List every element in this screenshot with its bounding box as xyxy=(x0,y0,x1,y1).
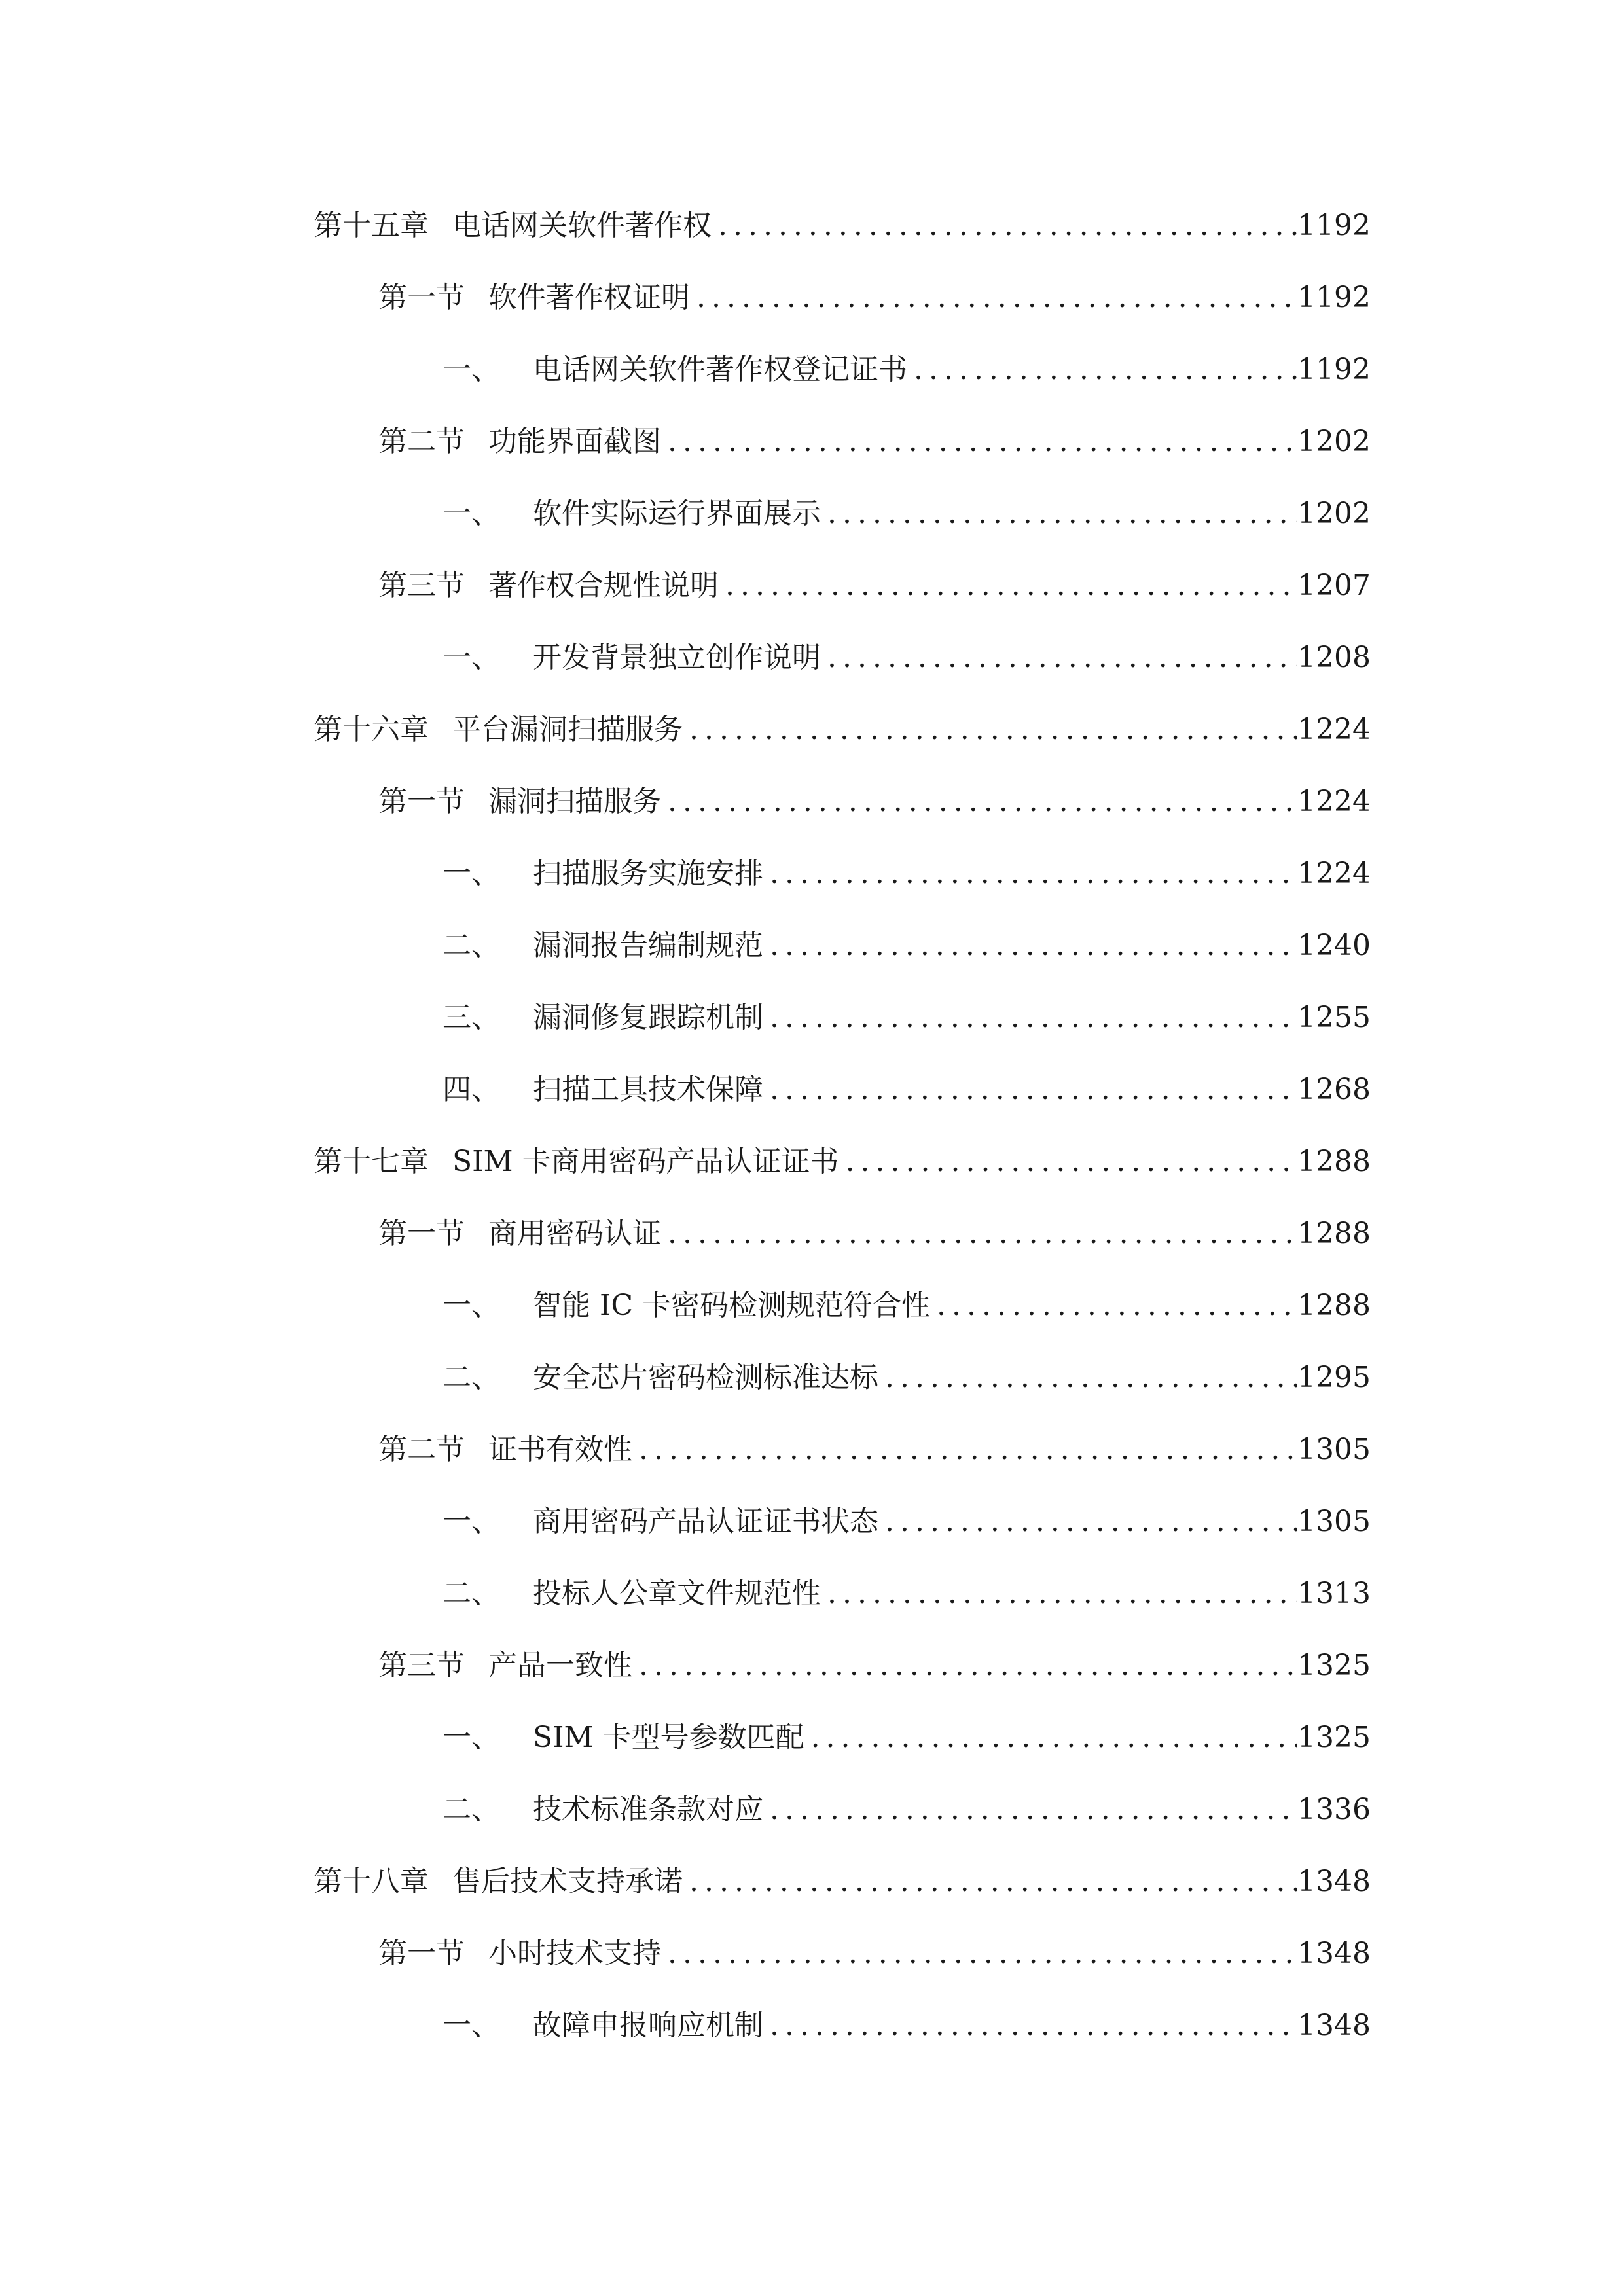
entry-title: 商用密码产品认证证书状态 xyxy=(533,1505,878,1538)
entry-page-number: 1305 xyxy=(1297,1433,1371,1466)
entry-title: 漏洞扫描服务 xyxy=(488,785,661,818)
entry-number: 二、 xyxy=(442,1793,500,1826)
toc-entry-section[interactable] xyxy=(378,762,1371,821)
entry-title: SIM 卡型号参数匹配 xyxy=(533,1721,804,1754)
toc-entry-section[interactable] xyxy=(378,1194,1371,1253)
toc-entry-section[interactable] xyxy=(378,1914,1371,1973)
entry-number: 第一节 xyxy=(378,281,465,314)
toc-entry-subsection[interactable] xyxy=(442,475,1371,533)
entry-number: 二、 xyxy=(442,1361,500,1394)
entry-page-number: 1288 xyxy=(1297,1289,1371,1322)
entry-number: 第三节 xyxy=(378,569,465,602)
entry-number: 二、 xyxy=(442,1577,500,1610)
dot-leader xyxy=(839,1142,1297,1181)
dot-leader xyxy=(661,1934,1297,1973)
entry-title: 扫描服务实施安排 xyxy=(533,857,763,890)
entry-number: 第十六章 xyxy=(314,713,429,746)
dot-leader xyxy=(878,1502,1297,1541)
toc-entry-subsection[interactable] xyxy=(442,619,1371,677)
dot-leader xyxy=(763,2006,1297,2045)
entry-page-number: 1202 xyxy=(1297,425,1371,458)
entry-page-number: 1313 xyxy=(1297,1577,1371,1610)
dot-leader xyxy=(821,638,1297,677)
dot-leader xyxy=(821,494,1297,533)
toc-entry-section[interactable] xyxy=(378,547,1371,605)
toc-entry-subsection[interactable] xyxy=(442,1986,1371,2045)
entry-title: 故障申报响应机制 xyxy=(533,2009,763,2042)
entry-page-number: 1305 xyxy=(1297,1505,1371,1538)
toc-entry-section[interactable] xyxy=(378,259,1371,317)
entry-number: 第二节 xyxy=(378,1433,465,1466)
dot-leader xyxy=(763,854,1297,893)
entry-number: 三、 xyxy=(442,1001,500,1034)
entry-number: 第一节 xyxy=(378,1217,465,1250)
toc-entry-section[interactable] xyxy=(378,1626,1371,1685)
entry-page-number: 1192 xyxy=(1297,209,1371,242)
entry-number: 一、 xyxy=(442,1721,500,1754)
entry-number: 一、 xyxy=(442,1289,500,1322)
entry-title: 功能界面截图 xyxy=(488,425,661,458)
entry-page-number: 1207 xyxy=(1297,569,1371,602)
entry-title: 电话网关软件著作权登记证书 xyxy=(533,353,907,386)
dot-leader xyxy=(712,206,1297,245)
toc-entry-subsection[interactable] xyxy=(442,1770,1371,1829)
dot-leader xyxy=(930,1286,1297,1325)
entry-page-number: 1288 xyxy=(1297,1217,1371,1250)
entry-page-number: 1348 xyxy=(1297,2009,1371,2042)
entry-page-number: 1348 xyxy=(1297,1865,1371,1898)
toc-entry-chapter-15[interactable] xyxy=(314,187,1371,245)
entry-title: 售后技术支持承诺 xyxy=(452,1865,683,1898)
entry-number: 四、 xyxy=(442,1073,500,1106)
entry-number: 第二节 xyxy=(378,425,465,458)
dot-leader xyxy=(683,1862,1297,1901)
toc-entry-subsection[interactable] xyxy=(442,1266,1371,1325)
entry-title: 技术标准条款对应 xyxy=(533,1793,763,1826)
entry-page-number: 1325 xyxy=(1297,1649,1371,1682)
entry-page-number: 1295 xyxy=(1297,1361,1371,1394)
entry-number: 一、 xyxy=(442,353,500,386)
entry-title: 智能 IC 卡密码检测规范符合性 xyxy=(533,1289,931,1322)
dot-leader xyxy=(804,1718,1297,1757)
dot-leader xyxy=(763,998,1297,1037)
toc-entry-subsection[interactable] xyxy=(442,834,1371,893)
entry-title: 软件实际运行界面展示 xyxy=(533,497,821,530)
entry-number: 一、 xyxy=(442,1505,500,1538)
entry-number: 一、 xyxy=(442,497,500,530)
entry-number: 第十七章 xyxy=(314,1145,429,1178)
entry-number: 二、 xyxy=(442,929,500,962)
toc-entry-section[interactable] xyxy=(378,1410,1371,1469)
entry-title: 安全芯片密码检测标准达标 xyxy=(533,1361,878,1394)
entry-page-number: 1348 xyxy=(1297,1937,1371,1970)
dot-leader xyxy=(661,782,1297,821)
dot-leader xyxy=(878,1358,1297,1397)
entry-page-number: 1255 xyxy=(1297,1001,1371,1034)
dot-leader xyxy=(690,278,1297,317)
entry-number: 第一节 xyxy=(378,1937,465,1970)
toc-entry-subsection[interactable] xyxy=(442,1554,1371,1613)
entry-title: 著作权合规性说明 xyxy=(488,569,719,602)
entry-title: 商用密码认证 xyxy=(488,1217,661,1250)
entry-title: 扫描工具技术保障 xyxy=(533,1073,763,1106)
dot-leader xyxy=(632,1646,1297,1685)
entry-page-number: 1192 xyxy=(1297,281,1371,314)
entry-title: 平台漏洞扫描服务 xyxy=(452,713,683,746)
entry-title: 小时技术支持 xyxy=(488,1937,661,1970)
dot-leader xyxy=(821,1574,1297,1613)
dot-leader xyxy=(907,350,1297,389)
entry-number: 第一节 xyxy=(378,785,465,818)
entry-title: 产品一致性 xyxy=(488,1649,632,1682)
dot-leader xyxy=(763,1790,1297,1829)
entry-number: 一、 xyxy=(442,641,500,674)
entry-page-number: 1336 xyxy=(1297,1793,1371,1826)
entry-title: 证书有效性 xyxy=(488,1433,632,1466)
toc-entry-subsection[interactable] xyxy=(442,1482,1371,1541)
toc-entry-chapter-16[interactable] xyxy=(314,691,1371,749)
entry-page-number: 1325 xyxy=(1297,1721,1371,1754)
dot-leader xyxy=(683,710,1297,749)
entry-number: 第十八章 xyxy=(314,1865,429,1898)
entry-title: SIM 卡商用密码产品认证证书 xyxy=(452,1145,839,1178)
entry-page-number: 1288 xyxy=(1297,1145,1371,1178)
entry-title: 软件著作权证明 xyxy=(488,281,690,314)
dot-leader xyxy=(763,1070,1297,1109)
toc-entry-chapter-17[interactable] xyxy=(314,1122,1371,1181)
entry-number: 一、 xyxy=(442,857,500,890)
entry-page-number: 1224 xyxy=(1297,857,1371,890)
entry-page-number: 1202 xyxy=(1297,497,1371,530)
entry-page-number: 1268 xyxy=(1297,1073,1371,1106)
toc-entry-subsection[interactable] xyxy=(442,1698,1371,1757)
entry-page-number: 1224 xyxy=(1297,713,1371,746)
entry-title: 电话网关软件著作权 xyxy=(452,209,712,242)
entry-title: 投标人公章文件规范性 xyxy=(533,1577,821,1610)
dot-leader xyxy=(661,1214,1297,1253)
toc-entry-section[interactable] xyxy=(378,403,1371,461)
entry-number: 第三节 xyxy=(378,1649,465,1682)
toc-entry-subsection[interactable] xyxy=(442,1338,1371,1397)
dot-leader xyxy=(719,566,1297,605)
toc-entry-subsection[interactable] xyxy=(442,978,1371,1037)
entry-title: 开发背景独立创作说明 xyxy=(533,641,821,674)
entry-page-number: 1192 xyxy=(1297,353,1371,386)
entry-number: 一、 xyxy=(442,2009,500,2042)
entry-page-number: 1240 xyxy=(1297,929,1371,962)
toc-entry-chapter-18[interactable] xyxy=(314,1842,1371,1901)
dot-leader xyxy=(661,422,1297,461)
entry-page-number: 1224 xyxy=(1297,785,1371,818)
toc-entry-subsection[interactable] xyxy=(442,1050,1371,1109)
entry-title: 漏洞修复跟踪机制 xyxy=(533,1001,763,1034)
dot-leader xyxy=(632,1430,1297,1469)
entry-page-number: 1208 xyxy=(1297,641,1371,674)
dot-leader xyxy=(763,926,1297,965)
toc-entry-subsection[interactable] xyxy=(442,331,1371,389)
toc-entry-subsection[interactable] xyxy=(442,906,1371,965)
entry-number: 第十五章 xyxy=(314,209,429,242)
entry-title: 漏洞报告编制规范 xyxy=(533,929,763,962)
